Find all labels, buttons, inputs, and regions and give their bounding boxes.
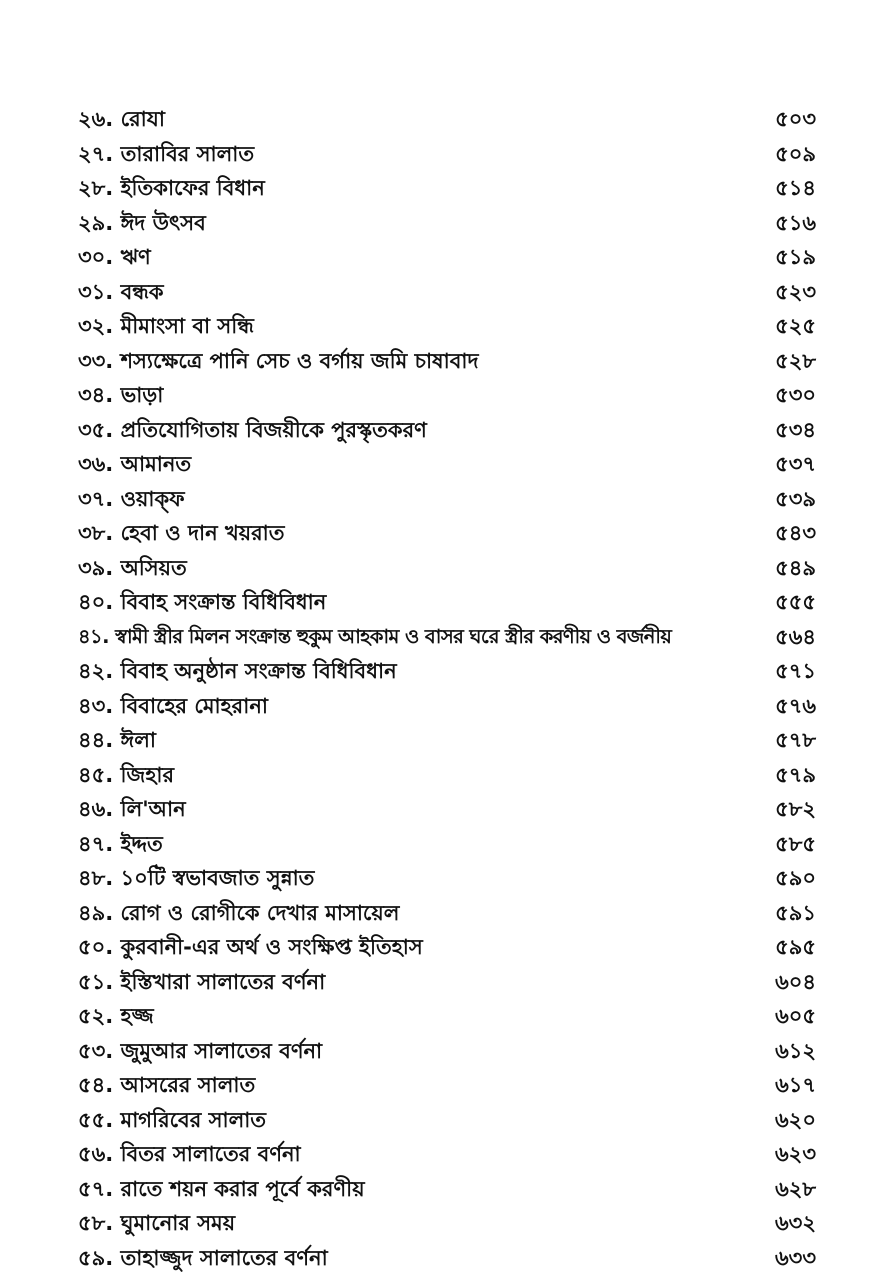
- toc-row: [0, 344, 870, 379]
- toc-entry-page: ৫৭৮: [775, 728, 816, 752]
- toc-entry-title: ৫১. ইস্তিখারা সালাতের বর্ণনা: [78, 969, 326, 994]
- toc-entry-page: ৬১৭: [775, 1073, 816, 1097]
- toc-entry-page: ৬২৮: [775, 1176, 816, 1201]
- toc-entry-page: ৫৭৬: [775, 693, 816, 718]
- toc-row: [0, 792, 870, 827]
- toc-entry-page: ৫৩৭: [775, 452, 816, 476]
- toc-entry-page: ৬০৪: [775, 969, 816, 994]
- toc-row: [0, 551, 870, 586]
- toc-row: [0, 447, 870, 482]
- toc-entry-title: ৪৫. জিহার: [78, 762, 175, 787]
- toc-entry-page: ৫৮৫: [775, 831, 816, 856]
- toc-entry-page: ৫৯৫: [775, 935, 816, 959]
- toc-row: [0, 309, 870, 344]
- toc-entry-page: ৫৮২: [775, 797, 816, 821]
- toc-entry-title: ৪৯. রোগ ও রোগীকে দেখার মাসায়েল: [78, 900, 400, 925]
- toc-row: [0, 413, 870, 448]
- toc-entry-title: ৩০. ঋণ: [78, 245, 151, 269]
- toc-entry-page: ৫৫৫: [775, 590, 816, 614]
- toc-entry-page: ৬৩৩: [775, 1245, 816, 1270]
- toc-entry-title: ৩৪. ভাড়া: [78, 383, 164, 407]
- toc-entry-page: ৫২৮: [775, 348, 816, 373]
- toc-entry-title: ৪০. বিবাহ সংক্রান্ত বিধিবিধান: [78, 590, 327, 614]
- toc-entry-page: ৫২৩: [775, 279, 816, 304]
- table-of-contents: [0, 102, 870, 1275]
- toc-entry-page: ৫৪৩: [775, 521, 816, 545]
- toc-row: [0, 654, 870, 689]
- toc-entry-title: ৩৬. আমানত: [78, 452, 192, 476]
- toc-entry-title: ২৯. ঈদ উৎসব: [78, 210, 206, 235]
- toc-row: [0, 1034, 870, 1069]
- toc-entry-page: ৫৯০: [775, 866, 816, 890]
- toc-row: [0, 965, 870, 1000]
- toc-entry-page: ৫০৯: [775, 141, 816, 166]
- toc-row: [0, 999, 870, 1034]
- toc-entry-page: ৫১৯: [775, 245, 816, 269]
- toc-entry-page: ৫৩০: [775, 383, 816, 407]
- toc-entry-title: ৫৪. আসরের সালাত: [78, 1073, 256, 1097]
- toc-row: [0, 275, 870, 310]
- toc-row: [0, 585, 870, 620]
- toc-entry-title: ৫২. হজ্জ: [78, 1004, 154, 1028]
- toc-row: [0, 827, 870, 862]
- toc-row: [0, 206, 870, 241]
- toc-row: [0, 482, 870, 517]
- toc-row: [0, 1241, 870, 1276]
- toc-entry-title: ৪৮. ১০টি স্বভাবজাত সুন্নাত: [78, 866, 315, 890]
- toc-entry-title: ৪৭. ইদ্দত: [78, 831, 163, 856]
- toc-row: [0, 171, 870, 206]
- toc-row: [0, 896, 870, 931]
- toc-entry-title: ৫৮. ঘুমানোর সময়: [78, 1211, 236, 1235]
- toc-entry-title: ৪১. স্বামী স্ত্রীর মিলন সংক্রান্ত হুকুম আহকাম ও বাসর ঘরে স্ত্রীর করণীয় ও বর্জনীয়: [78, 624, 672, 648]
- toc-entry-title: ৫৯. তাহাজ্জুদ সালাতের বর্ণনা: [78, 1245, 328, 1270]
- toc-entry-title: ৫৭. রাতে শয়ন করার পূর্বে করণীয়: [78, 1176, 365, 1201]
- toc-row: [0, 240, 870, 275]
- toc-entry-title: ৩৮. হেবা ও দান খয়রাত: [78, 521, 285, 545]
- toc-entry-page: ৬৩২: [775, 1211, 816, 1235]
- toc-row: [0, 861, 870, 896]
- toc-row: [0, 516, 870, 551]
- toc-entry-page: ৬১২: [775, 1038, 816, 1063]
- toc-entry-title: ৩৩. শস্যক্ষেত্রে পানি সেচ ও বর্গায় জমি চাষাবাদ: [78, 348, 479, 373]
- toc-entry-title: ৩৫. প্রতিযোগিতায় বিজয়ীকে পুরস্কৃতকরণ: [78, 417, 427, 442]
- toc-row: [0, 378, 870, 413]
- toc-entry-page: ৬২০: [775, 1107, 816, 1132]
- toc-entry-title: ৩৯. অসিয়ত: [78, 555, 187, 580]
- toc-entry-page: ৬২৩: [775, 1142, 816, 1166]
- toc-entry-page: ৫৭৯: [775, 762, 816, 787]
- toc-row: [0, 1068, 870, 1103]
- toc-entry-page: ৫৬৪: [775, 624, 816, 649]
- toc-entry-title: ৫৩. জুমুআর সালাতের বর্ণনা: [78, 1038, 323, 1063]
- toc-row: [0, 1103, 870, 1138]
- toc-entry-page: ৫১৬: [775, 210, 816, 235]
- toc-row: [0, 723, 870, 758]
- toc-row: [0, 1137, 870, 1172]
- toc-row: [0, 1206, 870, 1241]
- toc-entry-title: ৩১. বন্ধক: [78, 279, 164, 304]
- toc-row: [0, 758, 870, 793]
- toc-row: [0, 102, 870, 137]
- toc-entry-page: ৫০৩: [775, 107, 816, 131]
- toc-row: [0, 930, 870, 965]
- toc-entry-page: ৫৭১: [775, 659, 816, 683]
- toc-entry-title: ২৮. ইতিকাফের বিধান: [78, 176, 265, 200]
- toc-entry-page: ৫২৫: [775, 314, 816, 338]
- toc-entry-title: ২৭. তারাবির সালাত: [78, 141, 255, 166]
- toc-entry-title: ৪৬. লি'আন: [78, 797, 186, 821]
- toc-entry-title: ২৬. রোযা: [78, 107, 165, 131]
- toc-row: [0, 689, 870, 724]
- toc-entry-title: ৫৫. মাগরিবের সালাত: [78, 1107, 267, 1132]
- toc-entry-title: ৪৪. ঈলা: [78, 728, 156, 752]
- toc-entry-title: ৩২. মীমাংসা বা সন্ধি: [78, 314, 254, 338]
- toc-entry-title: ৫০. কুরবানী-এর অর্থ ও সংক্ষিপ্ত ইতিহাস: [78, 935, 423, 959]
- toc-entry-page: ৫৩৪: [775, 417, 816, 442]
- toc-row: [0, 1172, 870, 1207]
- toc-entry-page: ৫১৪: [775, 176, 816, 200]
- toc-entry-page: ৬০৫: [775, 1004, 816, 1028]
- toc-entry-title: ৪৩. বিবাহের মোহরানা: [78, 693, 268, 718]
- toc-row: [0, 620, 870, 655]
- toc-entry-title: ৩৭. ওয়াক্‌ফ: [78, 486, 185, 511]
- toc-row: [0, 137, 870, 172]
- toc-entry-page: ৫৩৯: [775, 486, 816, 511]
- toc-entry-page: ৫৪৯: [775, 555, 816, 580]
- toc-entry-title: ৫৬. বিতর সালাতের বর্ণনা: [78, 1142, 301, 1166]
- toc-entry-title: ৪২. বিবাহ অনুষ্ঠান সংক্রান্ত বিধিবিধান: [78, 659, 397, 683]
- toc-entry-page: ৫৯১: [775, 900, 816, 925]
